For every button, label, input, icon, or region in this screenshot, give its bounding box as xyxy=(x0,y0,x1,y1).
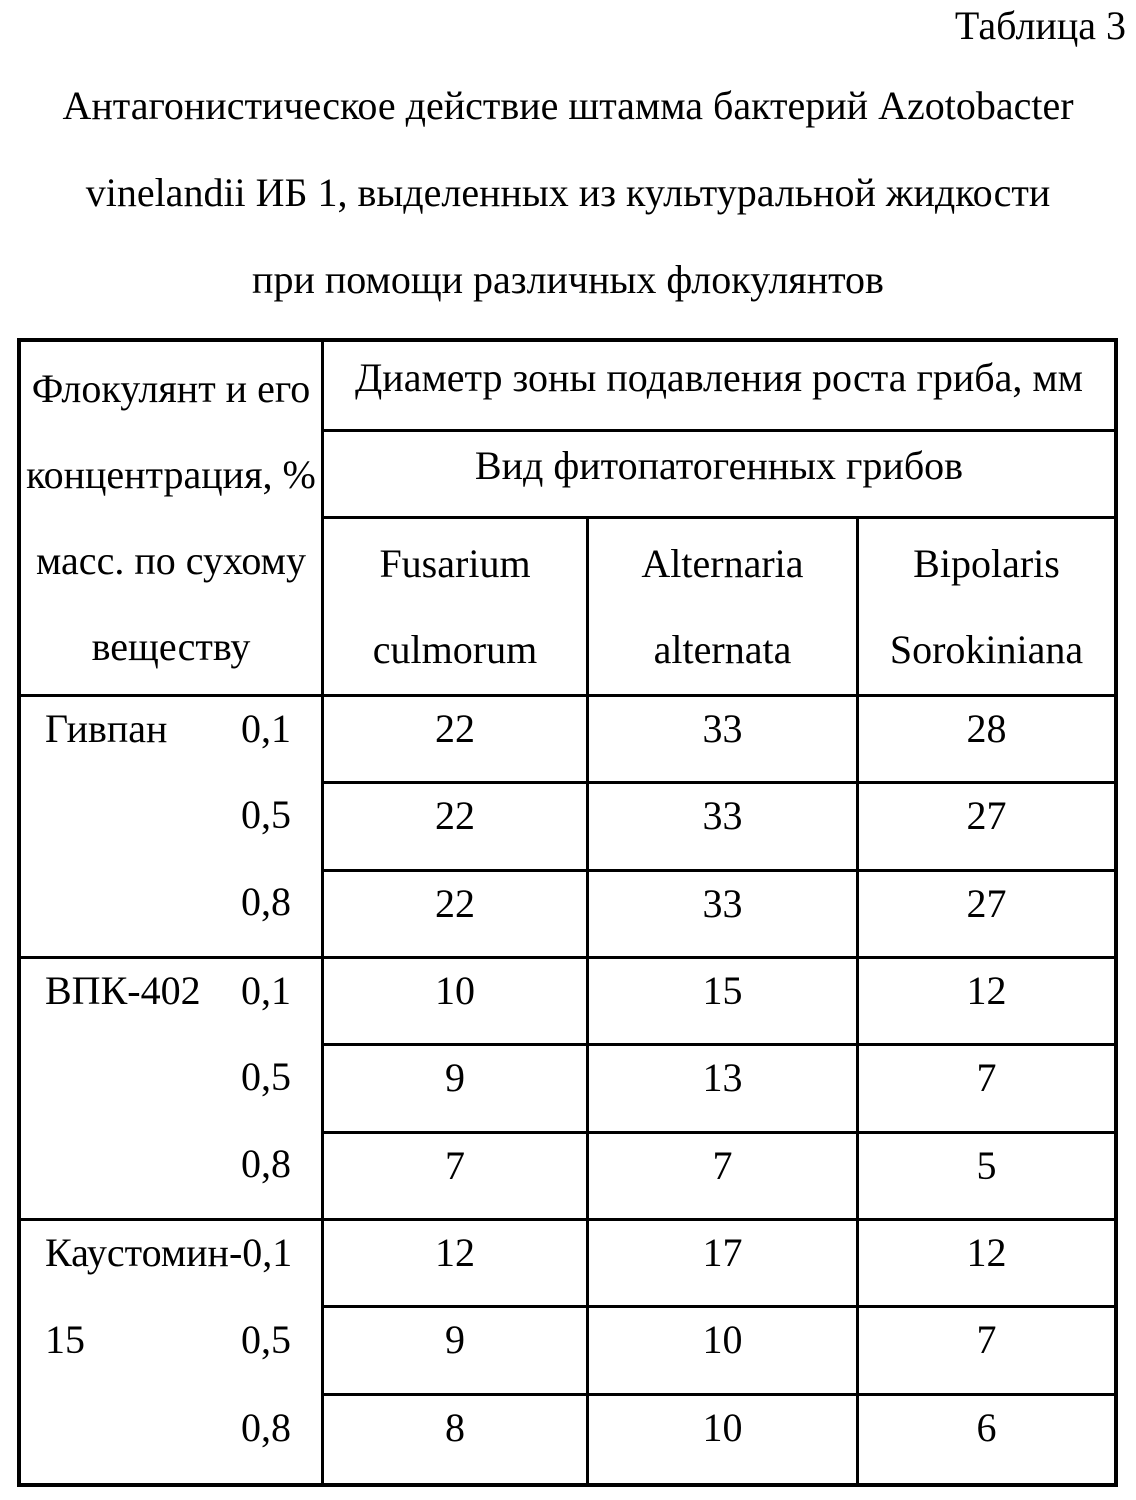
group-name-label: Каустомин- xyxy=(45,1230,243,1275)
data-cell: 5 xyxy=(859,1134,1114,1221)
concentration-value: 0,5 xyxy=(241,1317,291,1363)
data-cell: 22 xyxy=(324,872,589,959)
data-cell: 6 xyxy=(976,1404,997,1450)
document-title xyxy=(0,62,1136,323)
data-cell: 17 xyxy=(589,1221,859,1308)
data-cell: 10 xyxy=(324,959,589,1046)
species-name-cell-bipolaris xyxy=(859,519,1114,697)
row-header-cell xyxy=(21,342,324,697)
concentration-value: 0,1 xyxy=(242,1230,293,1275)
data-cell: 9 xyxy=(324,1308,589,1395)
concentration-value: 0,5 xyxy=(241,1054,291,1100)
row-header-line: масс. по сухому xyxy=(36,538,306,583)
data-cell: 9 xyxy=(324,1046,589,1133)
group-sub-row xyxy=(21,959,321,1045)
group-sub-row xyxy=(21,870,321,956)
data-cell: 22 xyxy=(324,784,589,871)
data-cell: 12 xyxy=(324,1221,589,1308)
title-line-2: vinelandii ИБ 1, выделенных из культуральной жидкости xyxy=(85,170,1051,215)
data-cell: 33 xyxy=(589,784,859,871)
concentration-value: 0,8 xyxy=(241,878,291,924)
data-cell: 12 xyxy=(859,959,1114,1046)
row-header-line: веществу xyxy=(91,624,251,669)
title-line-3: при помощи различных флокулянтов xyxy=(252,257,884,302)
data-cell: 7 xyxy=(859,1308,1114,1395)
group-name-cell-kaustomin15 xyxy=(21,1221,324,1483)
row-header-line: концентрация, % xyxy=(26,452,316,497)
species-name-cell-fusarium xyxy=(324,519,589,697)
data-cell: 10 xyxy=(589,1396,859,1483)
results-table xyxy=(17,338,1118,1487)
group-sub-row xyxy=(21,1132,321,1218)
data-cell: 13 xyxy=(589,1046,859,1133)
concentration-value: 0,8 xyxy=(241,1404,291,1450)
diameter-header-cell: Диаметр зоны подавления роста гриба, мм xyxy=(324,342,1114,432)
data-cell: 27 xyxy=(859,784,1114,871)
group-sub-row xyxy=(21,1396,321,1483)
data-cell: 7 xyxy=(324,1134,589,1221)
concentration-value: 0,8 xyxy=(241,1140,291,1186)
data-cell: 28 xyxy=(859,697,1114,784)
species-line-1: Bipolaris xyxy=(913,541,1060,586)
group-name-cell-vpk402 xyxy=(21,959,324,1221)
group-sub-row xyxy=(21,1221,321,1308)
concentration-value: 0,1 xyxy=(241,968,291,1013)
species-line-2: culmorum xyxy=(372,627,538,672)
data-cell: 10 xyxy=(589,1308,859,1395)
species-group-header-cell: Вид фитопатогенных грибов xyxy=(324,432,1114,519)
group-sub-row xyxy=(21,1045,321,1131)
row-header-line: Флокулянт и его xyxy=(31,366,311,411)
species-line-1: Alternaria xyxy=(641,541,804,586)
data-cell: 8 xyxy=(324,1396,589,1483)
data-cell: 33 xyxy=(589,872,859,959)
concentration-value: 0,5 xyxy=(241,792,291,838)
species-line-2: alternata xyxy=(653,627,792,672)
table-caption: Таблица 3 xyxy=(954,3,1126,48)
group-name-cell-givpan xyxy=(21,697,324,959)
data-cell: 33 xyxy=(589,697,859,784)
concentration-value: 0,1 xyxy=(241,706,291,751)
data-cell: 12 xyxy=(859,1221,1114,1308)
data-cell: 15 xyxy=(589,959,859,1046)
species-line-2: Sorokiniana xyxy=(889,627,1084,672)
group-name-label: 15 xyxy=(45,1317,85,1363)
group-sub-row xyxy=(21,783,321,869)
data-cell: 27 xyxy=(859,872,1114,959)
group-sub-row xyxy=(21,697,321,783)
data-cell: 7 xyxy=(859,1046,1114,1133)
group-name-label: ВПК-402 xyxy=(45,968,201,1013)
data-cell: 7 xyxy=(589,1134,859,1221)
data-cell: 22 xyxy=(324,697,589,784)
title-line-1: Антагонистическое действие штамма бактерий Azotobacter xyxy=(62,83,1074,128)
species-name-cell-alternaria xyxy=(589,519,859,697)
group-sub-row xyxy=(21,1308,321,1395)
species-line-1: Fusarium xyxy=(379,541,531,586)
group-name-label: Гивпан xyxy=(45,706,168,751)
